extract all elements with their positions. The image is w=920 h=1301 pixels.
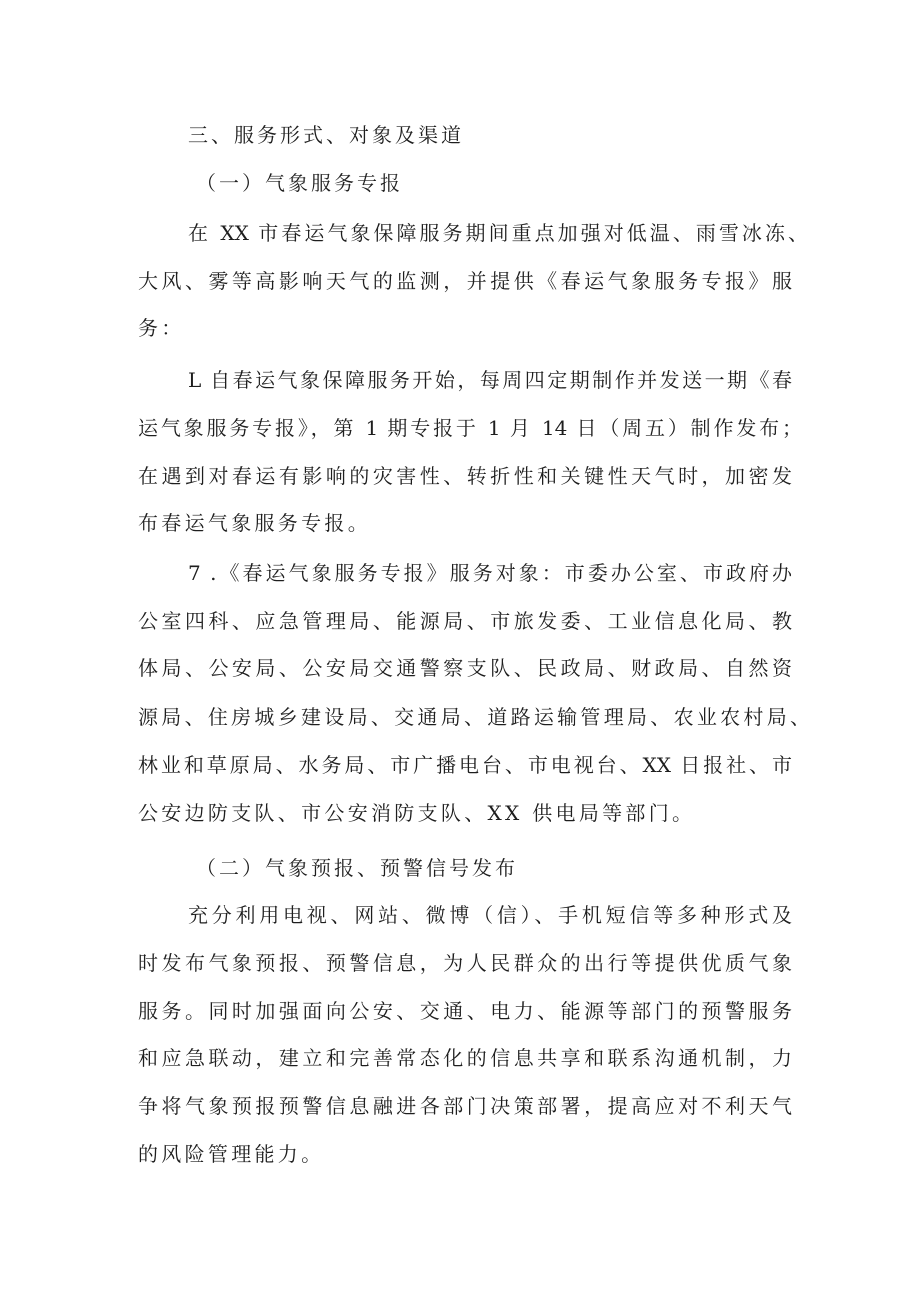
paragraph-line: 争将气象预报预警信息融进各部门决策部署，提高应对不利天气 <box>138 1094 792 1118</box>
paragraph-line: 体局、公安局、公安局交通警察支队、民政局、财政局、自然资 <box>138 656 792 680</box>
paragraph-line: 充分利用电视、网站、微博（信）、手机短信等多种形式及 <box>188 903 792 927</box>
paragraph-line: 运气象服务专报》，第 1 期专报于 1 月 14 日（周五）制作发布； <box>138 416 802 440</box>
paragraph-line: 务： <box>138 316 185 340</box>
paragraph-line: 服务。同时加强面向公安、交通、电力、能源等部门的预警服务 <box>138 999 792 1023</box>
section-heading: 三、服务形式、对象及渠道 <box>188 123 464 147</box>
subsection-heading: （二）气象预报、预警信号发布 <box>196 856 518 880</box>
paragraph-line: 在 XX 市春运气象保障服务期间重点加强对低温、雨雪冰冻、 <box>188 221 808 245</box>
paragraph-line: L 自春运气象保障服务开始，每周四定期制作并发送一期《春 <box>188 368 792 392</box>
paragraph-line: 布春运气象服务专报。 <box>138 511 371 535</box>
paragraph-line: 源局、住房城乡建设局、交通局、道路运输管理局、农业农村局、 <box>138 705 810 729</box>
paragraph-line: 林业和草原局、水务局、市广播电台、市电视台、XX 日报社、市 <box>138 753 792 777</box>
paragraph-line: 公室四科、应急管理局、能源局、市旅发委、工业信息化局、教 <box>138 609 792 633</box>
paragraph-line: 在遇到对春运有影响的灾害性、转折性和关键性天气时，加密发 <box>138 464 792 488</box>
subsection-heading: （一）气象服务专报 <box>196 171 403 195</box>
paragraph-line: 大风、雾等高影响天气的监测，并提供《春运气象服务专报》服 <box>138 269 792 293</box>
paragraph-line: 公安边防支队、市公安消防支队、XX 供电局等部门。 <box>138 801 696 825</box>
paragraph-line: 的风险管理能力。 <box>138 1142 325 1166</box>
paragraph-line: 和应急联动，建立和完善常态化的信息共享和联系沟通机制，力 <box>138 1046 792 1070</box>
paragraph-line: 时发布气象预报、预警信息，为人民群众的出行等提供优质气象 <box>138 951 792 975</box>
paragraph-line: 7 .《春运气象服务专报》服务对象：市委办公室、市政府办 <box>188 561 792 585</box>
